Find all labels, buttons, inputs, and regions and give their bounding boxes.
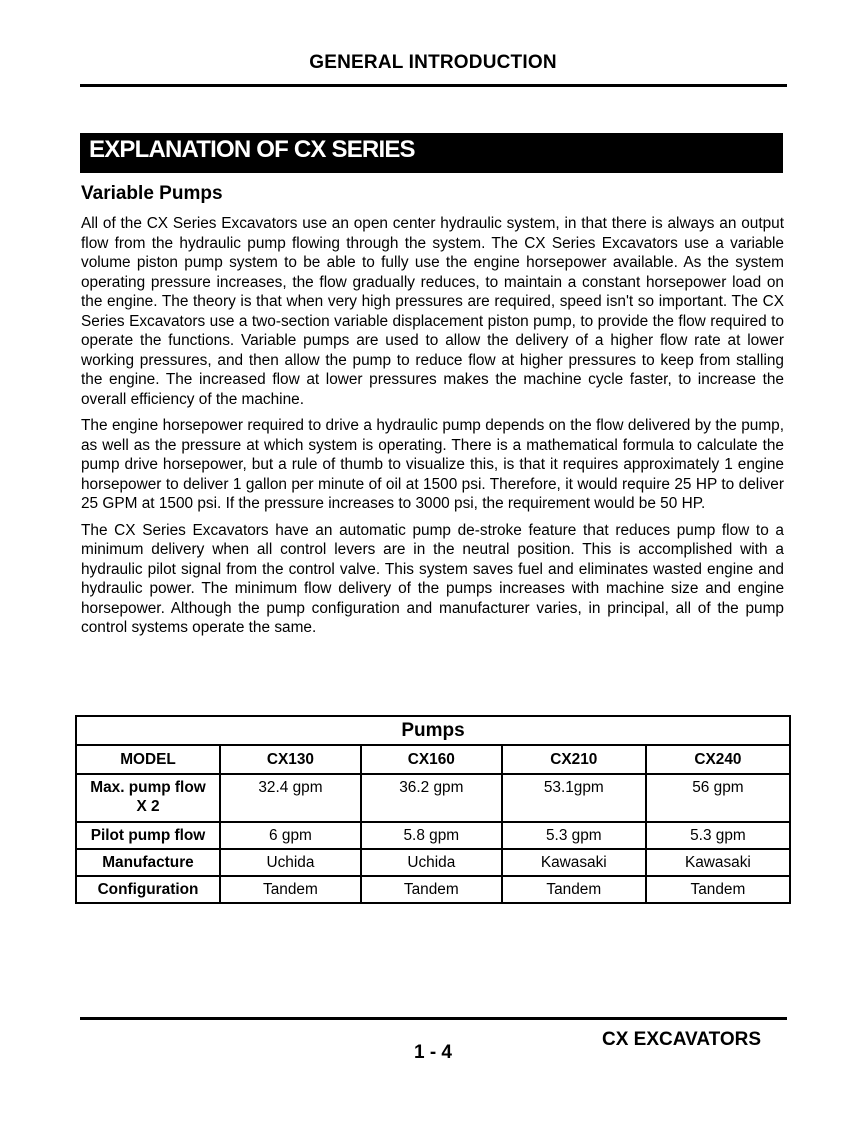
- column-header: CX240: [646, 745, 790, 774]
- page-number: 1 - 4: [413, 1042, 453, 1063]
- paragraph: All of the CX Series Excavators use an open center hydraulic system, in that there is always an output flow from the hydraulic pump flowing through the system. The CX Series Excavators use a variable volume piston pump system to be able to fully use the engine horsepower available. As the system operating pressure increases, the flow gradually reduces, to maintain a constant horsepower load on the engine. The theory is that when very high pressures are required, speed isn't so important. The CX Series Excavators use a two-section variable displacement piston pump, to provide the flow required to operate the functions. Variable pumps are used to allow the delivery of a higher flow rate at lower working pressures, and then allow the pump to reduce flow at higher pressures to keep from stalling the engine. The increased flow at lower pressures makes the machine cycle faster, to increase the overall efficiency of the machine.: [81, 215, 784, 408]
- table-cell: Uchida: [361, 849, 502, 876]
- paragraph: The engine horsepower required to drive a hydraulic pump depends on the flow delivered by the pump, as well as the pressure at which system is operating. There is a mathematical formula to calculate the pump drive horsepower, but a rule of thumb to visualize this, is that it requires approximately 1 engine horsepower to deliver 1 gallon per minute of oil at 1500 psi. Therefore, it would require 25 HP to deliver 25 GPM at 1500 psi. If the pressure increases to 3000 psi, the requirement would be 50 HP.: [81, 417, 784, 512]
- column-header: MODEL: [76, 745, 220, 774]
- table-row: [76, 876, 790, 903]
- table-cell: 5.8 gpm: [361, 822, 502, 849]
- section-title-banner: EXPLANATION OF CX SERIES: [80, 133, 783, 173]
- subheading: Variable Pumps: [81, 183, 223, 204]
- table-cell: 36.2 gpm: [361, 774, 502, 822]
- table-cell: 5.3 gpm: [646, 822, 790, 849]
- table-cell: 32.4 gpm: [220, 774, 361, 822]
- table-cell: Tandem: [220, 876, 361, 903]
- column-header: CX210: [502, 745, 646, 774]
- row-label: [76, 774, 220, 822]
- column-header: CX130: [220, 745, 361, 774]
- table-cell: Tandem: [361, 876, 502, 903]
- table-header-row: [76, 745, 790, 774]
- row-label: Configuration: [76, 876, 220, 903]
- table-cell: Tandem: [502, 876, 646, 903]
- paragraph: The CX Series Excavators have an automatic pump de-stroke feature that reduces pump flow to a minimum delivery when all control levers are in the neutral position. This is accomplished with a hydraulic pilot signal from the control valve. This system saves fuel and eliminates wasted engine and hydraulic power. The minimum flow delivery of the pumps increases with machine size and engine horsepower. Although the pump configuration and manufacturer varies, in principal, all of the pump control systems operate the same.: [81, 521, 784, 636]
- table-cell: Tandem: [646, 876, 790, 903]
- pumps-table: [75, 715, 791, 904]
- table-row: [76, 822, 790, 849]
- table-cell: 5.3 gpm: [502, 822, 646, 849]
- row-label: Pilot pump flow: [76, 822, 220, 849]
- table-row: [76, 774, 790, 822]
- table-caption-row: [76, 716, 790, 745]
- table-cell: Kawasaki: [502, 849, 646, 876]
- table-cell: Uchida: [220, 849, 361, 876]
- page-header-title: GENERAL INTRODUCTION: [309, 52, 557, 73]
- table-caption: Pumps: [76, 716, 790, 745]
- row-label: Manufacture: [76, 849, 220, 876]
- table-cell: 56 gpm: [646, 774, 790, 822]
- table-cell: 6 gpm: [220, 822, 361, 849]
- body-text: [81, 214, 784, 645]
- row-label-text: Max. pump flow X 2: [90, 779, 206, 815]
- column-header: CX160: [361, 745, 502, 774]
- table-row: [76, 849, 790, 876]
- header-divider: [80, 84, 787, 87]
- footer-title: CX EXCAVATORS: [602, 1029, 762, 1050]
- footer-divider: [80, 1017, 787, 1020]
- table-cell: Kawasaki: [646, 849, 790, 876]
- table-cell: 53.1gpm: [502, 774, 646, 822]
